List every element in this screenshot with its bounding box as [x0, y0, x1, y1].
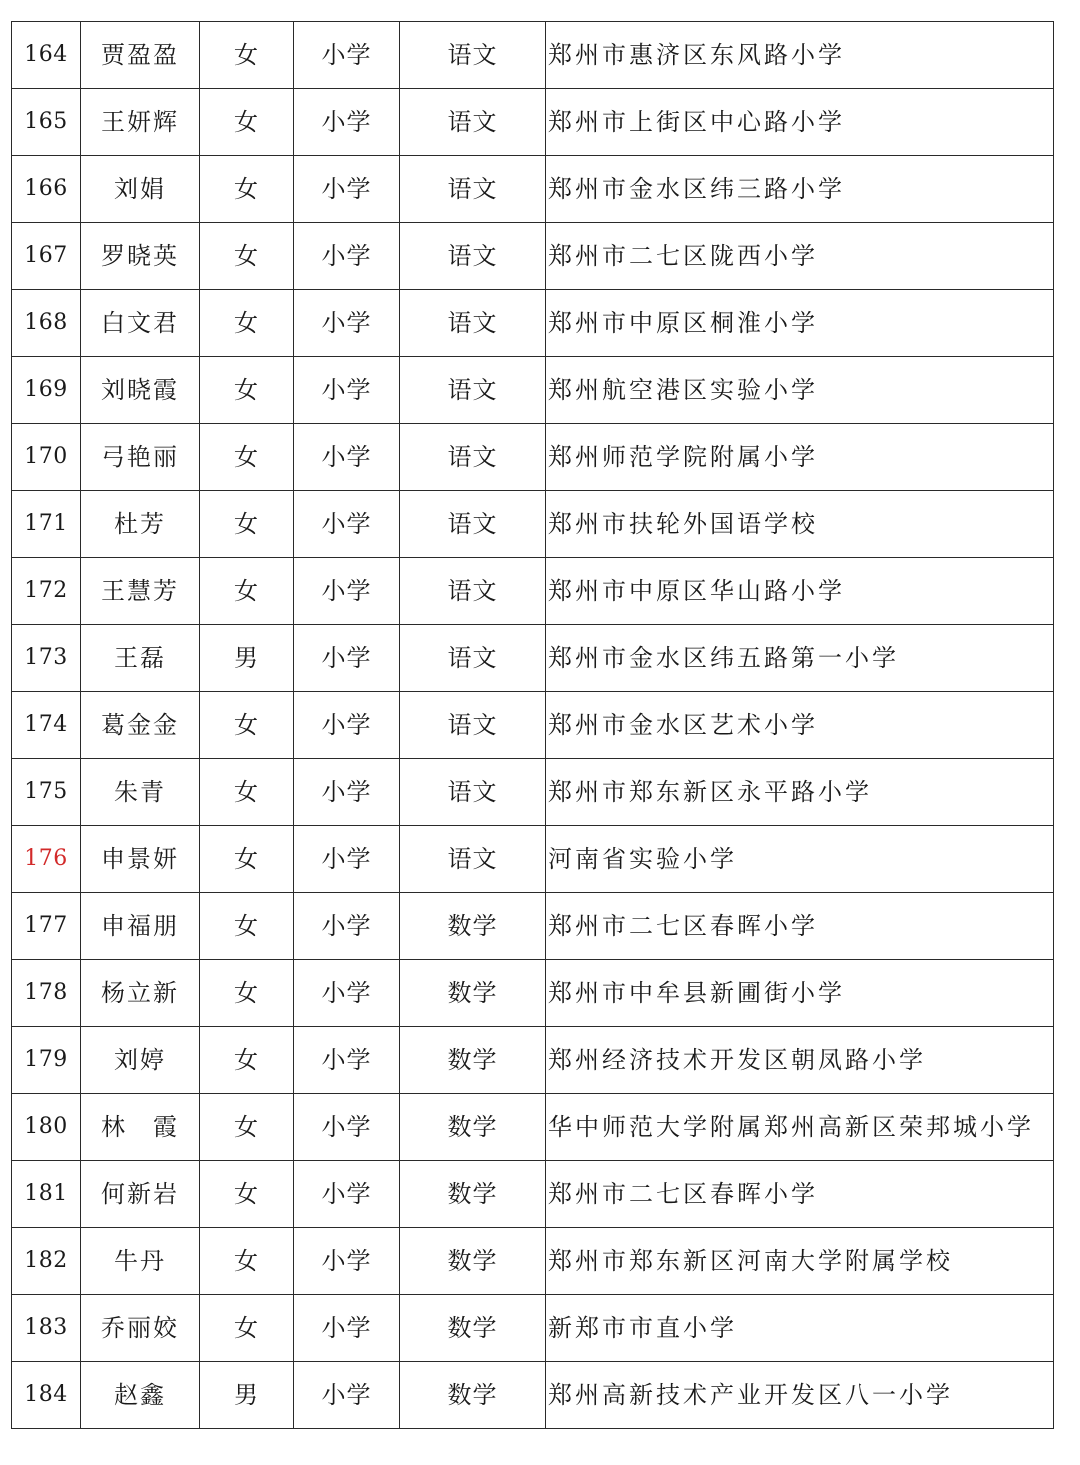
teacher-name: 贾盈盈	[81, 22, 200, 89]
school-name: 郑州航空港区实验小学	[546, 357, 1054, 424]
teacher-name: 朱青	[81, 759, 200, 826]
teacher-gender: 女	[200, 1094, 294, 1161]
table-row	[12, 357, 1054, 424]
school-name: 华中师范大学附属郑州高新区荣邦城小学	[546, 1094, 1054, 1161]
row-number: 170	[12, 424, 81, 491]
school-name: 郑州市中原区桐淮小学	[546, 290, 1054, 357]
teacher-gender: 女	[200, 1295, 294, 1362]
teacher-gender: 女	[200, 223, 294, 290]
teaching-subject: 语文	[400, 156, 546, 223]
teaching-subject: 语文	[400, 491, 546, 558]
row-number: 179	[12, 1027, 81, 1094]
teacher-gender: 女	[200, 156, 294, 223]
school-level: 小学	[294, 22, 400, 89]
teacher-name: 弓艳丽	[81, 424, 200, 491]
teacher-table-body	[12, 22, 1054, 1429]
teaching-subject: 语文	[400, 357, 546, 424]
teacher-gender: 女	[200, 759, 294, 826]
table-row	[12, 424, 1054, 491]
teaching-subject: 数学	[400, 1161, 546, 1228]
teacher-name: 王慧芳	[81, 558, 200, 625]
teacher-name: 何新岩	[81, 1161, 200, 1228]
school-level: 小学	[294, 223, 400, 290]
row-number: 181	[12, 1161, 81, 1228]
teaching-subject: 语文	[400, 692, 546, 759]
school-name: 郑州师范学院附属小学	[546, 424, 1054, 491]
teaching-subject: 语文	[400, 290, 546, 357]
teacher-name: 林 霞	[81, 1094, 200, 1161]
table-row	[12, 1027, 1054, 1094]
teacher-gender: 女	[200, 558, 294, 625]
school-name: 郑州高新技术产业开发区八一小学	[546, 1362, 1054, 1429]
teacher-name: 刘婷	[81, 1027, 200, 1094]
row-number: 175	[12, 759, 81, 826]
teacher-name: 王磊	[81, 625, 200, 692]
teacher-name: 刘晓霞	[81, 357, 200, 424]
table-row	[12, 1094, 1054, 1161]
table-row	[12, 1161, 1054, 1228]
school-name: 郑州经济技术开发区朝凤路小学	[546, 1027, 1054, 1094]
teaching-subject: 语文	[400, 558, 546, 625]
row-number: 178	[12, 960, 81, 1027]
teaching-subject: 语文	[400, 424, 546, 491]
teaching-subject: 语文	[400, 89, 546, 156]
school-level: 小学	[294, 826, 400, 893]
teaching-subject: 数学	[400, 1094, 546, 1161]
table-row	[12, 223, 1054, 290]
school-level: 小学	[294, 156, 400, 223]
school-level: 小学	[294, 960, 400, 1027]
row-number: 174	[12, 692, 81, 759]
teacher-gender: 女	[200, 692, 294, 759]
row-number: 171	[12, 491, 81, 558]
row-number: 164	[12, 22, 81, 89]
teacher-name: 刘娟	[81, 156, 200, 223]
teaching-subject: 数学	[400, 1295, 546, 1362]
row-number: 172	[12, 558, 81, 625]
table-row	[12, 960, 1054, 1027]
school-name: 郑州市惠济区东风路小学	[546, 22, 1054, 89]
table-row	[12, 89, 1054, 156]
teaching-subject: 语文	[400, 22, 546, 89]
table-row	[12, 893, 1054, 960]
teacher-name: 杨立新	[81, 960, 200, 1027]
teacher-gender: 女	[200, 89, 294, 156]
table-row	[12, 1228, 1054, 1295]
school-name: 郑州市上街区中心路小学	[546, 89, 1054, 156]
table-row	[12, 1362, 1054, 1429]
table-row	[12, 826, 1054, 893]
table-row	[12, 692, 1054, 759]
row-number: 176	[12, 826, 81, 893]
school-level: 小学	[294, 357, 400, 424]
row-number: 182	[12, 1228, 81, 1295]
teacher-name: 乔丽姣	[81, 1295, 200, 1362]
row-number: 184	[12, 1362, 81, 1429]
teaching-subject: 数学	[400, 893, 546, 960]
school-level: 小学	[294, 692, 400, 759]
row-number: 167	[12, 223, 81, 290]
teaching-subject: 数学	[400, 960, 546, 1027]
row-number: 169	[12, 357, 81, 424]
teaching-subject: 语文	[400, 826, 546, 893]
school-level: 小学	[294, 1027, 400, 1094]
row-number: 166	[12, 156, 81, 223]
school-level: 小学	[294, 424, 400, 491]
teacher-name: 罗晓英	[81, 223, 200, 290]
teacher-gender: 女	[200, 826, 294, 893]
table-row	[12, 1295, 1054, 1362]
teacher-gender: 男	[200, 1362, 294, 1429]
table-row	[12, 558, 1054, 625]
school-name: 郑州市扶轮外国语学校	[546, 491, 1054, 558]
school-level: 小学	[294, 1161, 400, 1228]
school-name: 郑州市中原区华山路小学	[546, 558, 1054, 625]
school-level: 小学	[294, 558, 400, 625]
teaching-subject: 语文	[400, 759, 546, 826]
teacher-name: 申景妍	[81, 826, 200, 893]
school-name: 郑州市郑东新区河南大学附属学校	[546, 1228, 1054, 1295]
school-level: 小学	[294, 1295, 400, 1362]
teacher-name: 赵鑫	[81, 1362, 200, 1429]
teacher-gender: 女	[200, 424, 294, 491]
teacher-gender: 女	[200, 960, 294, 1027]
teacher-gender: 女	[200, 893, 294, 960]
teacher-name: 杜芳	[81, 491, 200, 558]
school-name: 郑州市金水区艺术小学	[546, 692, 1054, 759]
row-number: 173	[12, 625, 81, 692]
school-name: 郑州市郑东新区永平路小学	[546, 759, 1054, 826]
teacher-gender: 女	[200, 357, 294, 424]
teaching-subject: 数学	[400, 1228, 546, 1295]
teaching-subject: 语文	[400, 223, 546, 290]
teacher-name: 牛丹	[81, 1228, 200, 1295]
school-name: 郑州市二七区陇西小学	[546, 223, 1054, 290]
teacher-gender: 女	[200, 290, 294, 357]
school-name: 郑州市中牟县新圃街小学	[546, 960, 1054, 1027]
school-level: 小学	[294, 491, 400, 558]
school-level: 小学	[294, 1228, 400, 1295]
row-number: 165	[12, 89, 81, 156]
teacher-name: 申福朋	[81, 893, 200, 960]
row-number: 180	[12, 1094, 81, 1161]
row-number: 183	[12, 1295, 81, 1362]
school-name: 郑州市二七区春晖小学	[546, 1161, 1054, 1228]
table-row	[12, 625, 1054, 692]
table-row	[12, 759, 1054, 826]
school-level: 小学	[294, 759, 400, 826]
school-name: 河南省实验小学	[546, 826, 1054, 893]
teacher-gender: 女	[200, 1027, 294, 1094]
teacher-name: 白文君	[81, 290, 200, 357]
table-row	[12, 22, 1054, 89]
school-name: 郑州市金水区纬三路小学	[546, 156, 1054, 223]
teacher-list-sheet	[11, 21, 1053, 1429]
teacher-gender: 女	[200, 22, 294, 89]
school-name: 郑州市二七区春晖小学	[546, 893, 1054, 960]
school-level: 小学	[294, 290, 400, 357]
school-level: 小学	[294, 89, 400, 156]
school-level: 小学	[294, 1094, 400, 1161]
teacher-name: 王妍辉	[81, 89, 200, 156]
table-row	[12, 290, 1054, 357]
school-name: 新郑市市直小学	[546, 1295, 1054, 1362]
teacher-name: 葛金金	[81, 692, 200, 759]
row-number: 177	[12, 893, 81, 960]
teacher-gender: 女	[200, 1228, 294, 1295]
teacher-gender: 男	[200, 625, 294, 692]
teaching-subject: 语文	[400, 625, 546, 692]
teacher-table	[11, 21, 1054, 1429]
teaching-subject: 数学	[400, 1362, 546, 1429]
table-row	[12, 491, 1054, 558]
school-name: 郑州市金水区纬五路第一小学	[546, 625, 1054, 692]
teaching-subject: 数学	[400, 1027, 546, 1094]
teacher-gender: 女	[200, 1161, 294, 1228]
school-level: 小学	[294, 893, 400, 960]
school-level: 小学	[294, 1362, 400, 1429]
school-level: 小学	[294, 625, 400, 692]
teacher-gender: 女	[200, 491, 294, 558]
row-number: 168	[12, 290, 81, 357]
table-row	[12, 156, 1054, 223]
